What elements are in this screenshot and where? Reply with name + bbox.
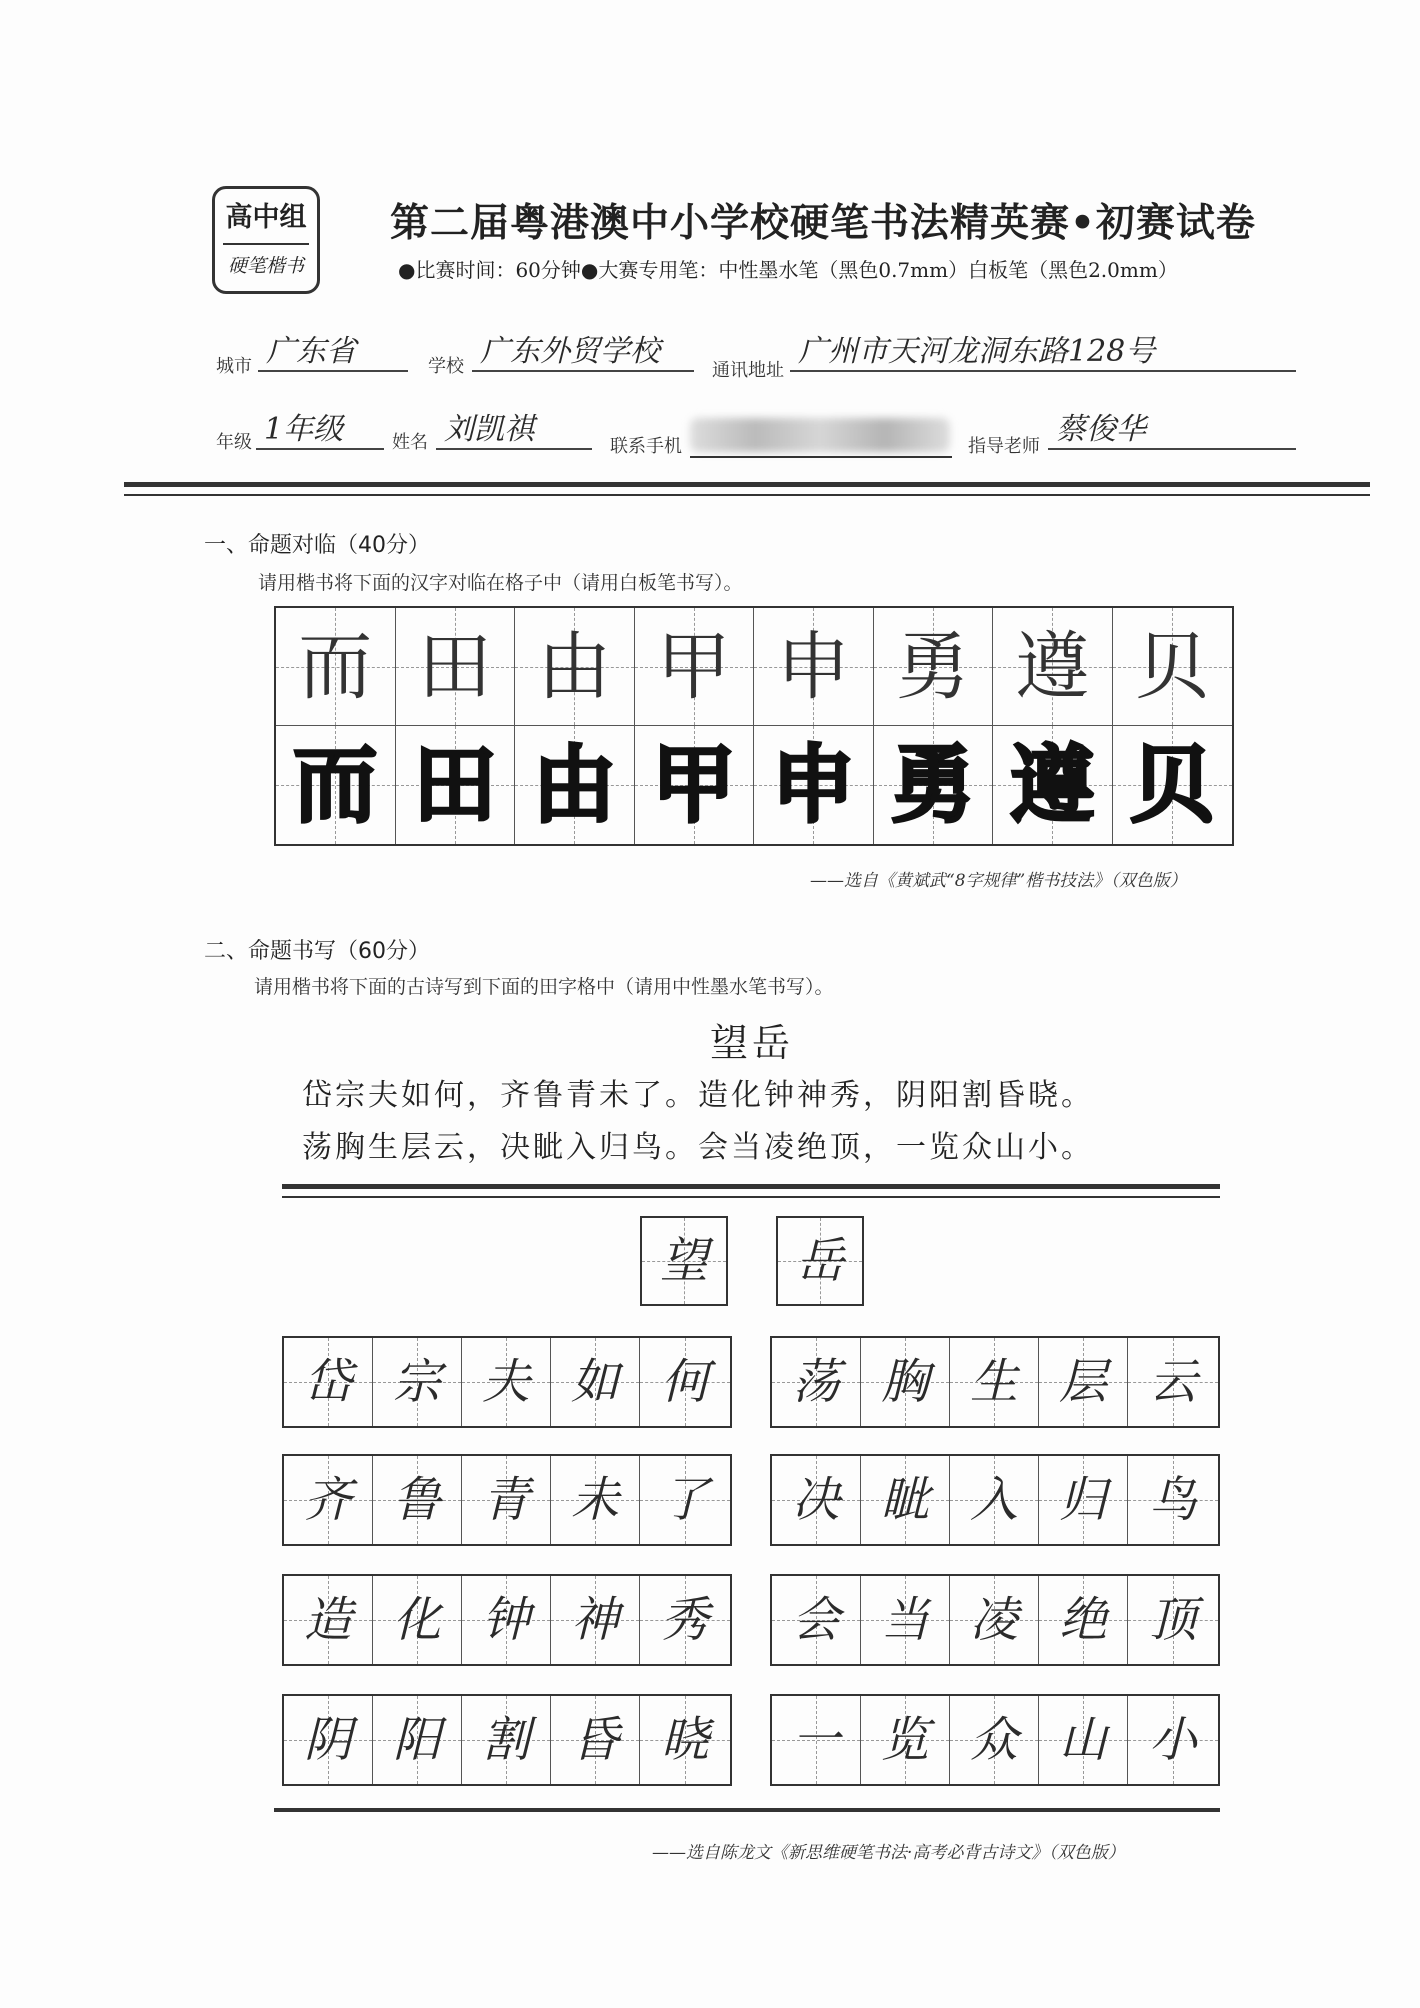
written-char: 阴 [303, 1712, 352, 1768]
tian-cell[interactable] [642, 1218, 726, 1304]
model-char: 勇 [895, 623, 970, 710]
model-char: 贝 [1135, 623, 1210, 710]
written-char: 决 [791, 1472, 840, 1528]
tian-cell[interactable] [1128, 1576, 1218, 1664]
tian-cell[interactable] [373, 1338, 462, 1426]
model-cell [874, 608, 994, 726]
model-char: 遵 [1015, 623, 1090, 710]
written-char: 造 [303, 1592, 352, 1648]
written-char: 遵 [1010, 736, 1095, 834]
badge-style: 硬笔楷书 [227, 255, 304, 277]
tian-cell[interactable] [861, 1696, 950, 1784]
written-char: 而 [293, 736, 378, 834]
written-char: 甲 [651, 736, 736, 834]
tian-cell[interactable] [462, 1576, 551, 1664]
written-char: 层 [1058, 1354, 1107, 1410]
phone-underline [690, 456, 952, 458]
written-char: 归 [1058, 1472, 1107, 1528]
tian-cell[interactable] [1039, 1456, 1128, 1544]
written-char: 化 [392, 1592, 441, 1648]
phone-redacted [690, 418, 950, 452]
tian-cell[interactable] [1128, 1338, 1218, 1426]
tian-cell[interactable] [462, 1696, 551, 1784]
tian-cell[interactable] [551, 1696, 640, 1784]
tian-cell[interactable] [861, 1576, 950, 1664]
header-rule-thick [124, 482, 1370, 487]
tian-cell[interactable] [950, 1456, 1039, 1544]
tian-cell[interactable] [551, 1576, 640, 1664]
model-char: 田 [417, 623, 492, 710]
answer-cell[interactable] [1113, 726, 1233, 844]
written-char: 昏 [570, 1712, 619, 1768]
written-char: 绝 [1058, 1592, 1107, 1648]
written-char: 顶 [1148, 1592, 1197, 1648]
tian-cell[interactable] [1128, 1456, 1218, 1544]
poem-rule-thin [282, 1196, 1220, 1198]
tian-row-right[interactable] [770, 1336, 1220, 1428]
poem-rule-thick [282, 1184, 1220, 1189]
city-label: 城市 [216, 356, 252, 377]
tian-cell[interactable] [462, 1456, 551, 1544]
written-char: 秀 [660, 1592, 709, 1648]
written-char: 申 [771, 736, 856, 834]
written-char: 夫 [481, 1354, 530, 1410]
model-cell [635, 608, 755, 726]
written-char: 钟 [481, 1592, 530, 1648]
poem-line: 岱宗夫如何，齐鲁青未了。造化钟神秀，阴阳割昏晓。 [302, 1078, 1094, 1113]
written-char: 当 [880, 1592, 929, 1648]
model-cell [993, 608, 1113, 726]
written-char: 了 [660, 1472, 709, 1528]
written-char: 岱 [303, 1354, 352, 1410]
answer-cell[interactable] [396, 726, 516, 844]
written-char: 云 [1148, 1354, 1197, 1410]
model-char: 而 [298, 623, 373, 710]
poem-title: 望岳 [710, 1021, 795, 1065]
tian-cell[interactable] [772, 1338, 861, 1426]
tian-cell[interactable] [462, 1338, 551, 1426]
model-char: 由 [537, 623, 612, 710]
address-field[interactable]: 广州市天河龙洞东路128号 [790, 334, 1296, 372]
header-rule-thin [124, 494, 1370, 496]
section1-title: 一、命题对临（40分） [204, 533, 430, 558]
section1-instruction: 请用楷书将下面的汉字对临在格子中（请用白板笔书写）。 [258, 572, 743, 594]
written-char: 宗 [392, 1354, 441, 1410]
written-char: 田 [412, 736, 497, 834]
tian-cell[interactable] [1128, 1696, 1218, 1784]
tian-cell[interactable] [772, 1456, 861, 1544]
written-char: 生 [969, 1354, 1018, 1410]
school-field[interactable]: 广东外贸学校 [472, 334, 694, 372]
tian-cell[interactable] [640, 1338, 730, 1426]
section1-credit: ——选自《黄斌武“8字规律”楷书技法》（双色版） [810, 871, 1187, 891]
written-char: 割 [481, 1712, 530, 1768]
written-char: 凌 [969, 1592, 1018, 1648]
tian-cell[interactable] [1039, 1696, 1128, 1784]
written-char: 贝 [1130, 736, 1215, 834]
model-char: 甲 [656, 623, 731, 710]
tian-cell[interactable] [950, 1338, 1039, 1426]
written-char: 齐 [303, 1472, 352, 1528]
written-char: 胸 [880, 1354, 929, 1410]
section2-credit: ——选自陈龙文《新思维硬笔书法·高考必背古诗文》（双色版） [652, 1843, 1125, 1863]
badge-group: 高中组 [225, 202, 307, 233]
page-title: 第二届粤港澳中小学校硬笔书法精英赛•初赛试卷 [390, 201, 1256, 246]
model-cell [754, 608, 874, 726]
grade-field[interactable]: 1年级 [256, 412, 384, 450]
written-char: 鲁 [392, 1472, 441, 1528]
tian-row-left[interactable] [282, 1694, 732, 1786]
tian-cell[interactable] [284, 1696, 373, 1784]
written-char: 晓 [660, 1712, 709, 1768]
tian-row-right[interactable] [770, 1694, 1220, 1786]
answer-cell[interactable] [754, 726, 874, 844]
written-char: 望 [659, 1233, 708, 1289]
written-char: 鸟 [1148, 1472, 1197, 1528]
tian-cell[interactable] [284, 1456, 373, 1544]
written-char: 一 [791, 1712, 840, 1768]
tian-row-left[interactable] [282, 1336, 732, 1428]
footer-rule [274, 1808, 1220, 1812]
tian-cell[interactable] [284, 1338, 373, 1426]
name-label: 姓名 [392, 432, 428, 453]
model-char: 申 [776, 623, 851, 710]
written-char: 未 [570, 1472, 619, 1528]
written-char: 会 [791, 1592, 840, 1648]
grade-label: 年级 [216, 432, 252, 453]
tian-cell[interactable] [1039, 1338, 1128, 1426]
written-char: 阳 [392, 1712, 441, 1768]
written-char: 山 [1058, 1712, 1107, 1768]
tian-cell[interactable] [373, 1576, 462, 1664]
badge-divider [223, 243, 309, 245]
written-char: 勇 [890, 736, 975, 834]
model-cell [515, 608, 635, 726]
tian-cell[interactable] [640, 1456, 730, 1544]
tian-cell[interactable] [373, 1696, 462, 1784]
written-char: 入 [969, 1472, 1018, 1528]
tian-cell[interactable] [1039, 1576, 1128, 1664]
answer-cell[interactable] [874, 726, 994, 844]
written-char: 小 [1148, 1712, 1197, 1768]
title-box-right[interactable] [776, 1216, 864, 1306]
poem-line: 荡胸生层云，决眦入归鸟。会当凌绝顶，一览众山小。 [302, 1130, 1094, 1165]
section2-title: 二、命题书写（60分） [204, 939, 430, 964]
tian-cell[interactable] [861, 1338, 950, 1426]
answer-cell[interactable] [276, 726, 396, 844]
written-char: 如 [570, 1354, 619, 1410]
name-field[interactable]: 刘凯祺 [436, 412, 592, 450]
model-cell [1113, 608, 1233, 726]
tian-row-left[interactable] [282, 1454, 732, 1546]
answer-cell[interactable] [993, 726, 1113, 844]
written-char: 岳 [795, 1233, 844, 1289]
city-field[interactable]: 广东省 [258, 334, 408, 372]
title-box-left[interactable] [640, 1216, 728, 1306]
answer-cell[interactable] [635, 726, 755, 844]
copy-grid [274, 606, 1234, 846]
tian-cell[interactable] [772, 1696, 861, 1784]
tian-cell[interactable] [772, 1576, 861, 1664]
school-label: 学校 [428, 356, 464, 377]
phone-label: 联系手机 [610, 436, 682, 457]
model-cell [396, 608, 516, 726]
written-char: 览 [880, 1712, 929, 1768]
tian-cell[interactable] [284, 1576, 373, 1664]
tian-cell[interactable] [778, 1218, 862, 1304]
written-char: 青 [481, 1472, 530, 1528]
tian-cell[interactable] [551, 1456, 640, 1544]
written-char: 眦 [880, 1472, 929, 1528]
page-subtitle: ●比赛时间：60分钟●大赛专用笔：中性墨水笔（黑色0.7mm）白板笔（黑色2.0mm） [398, 258, 1178, 282]
written-char: 何 [660, 1354, 709, 1410]
tian-row-right[interactable] [770, 1574, 1220, 1666]
address-label: 通讯地址 [712, 360, 784, 381]
answer-cell[interactable] [515, 726, 635, 844]
tian-row-left[interactable] [282, 1574, 732, 1666]
tian-cell[interactable] [373, 1456, 462, 1544]
written-char: 神 [570, 1592, 619, 1648]
written-char: 荡 [791, 1354, 840, 1410]
written-char: 由 [532, 736, 617, 834]
teacher-field[interactable]: 蔡俊华 [1048, 412, 1296, 450]
section2-instruction: 请用楷书将下面的古诗写到下面的田字格中（请用中性墨水笔书写）。 [254, 976, 834, 998]
tian-cell[interactable] [640, 1576, 730, 1664]
tian-cell[interactable] [950, 1576, 1039, 1664]
teacher-label: 指导老师 [968, 436, 1040, 457]
group-badge [212, 186, 320, 294]
written-char: 众 [969, 1712, 1018, 1768]
tian-cell[interactable] [640, 1696, 730, 1784]
tian-cell[interactable] [551, 1338, 640, 1426]
tian-cell[interactable] [950, 1696, 1039, 1784]
model-cell [276, 608, 396, 726]
tian-row-right[interactable] [770, 1454, 1220, 1546]
tian-cell[interactable] [861, 1456, 950, 1544]
